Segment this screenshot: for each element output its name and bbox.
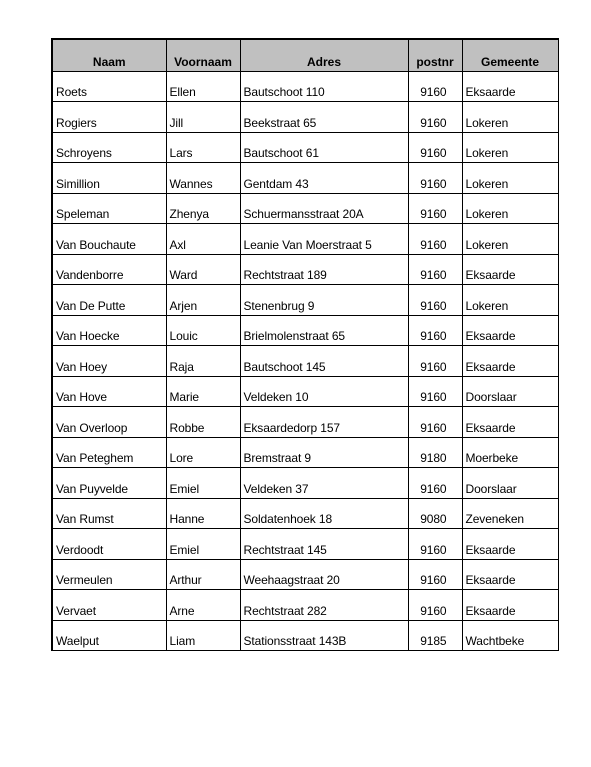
cell-naam: Waelput xyxy=(52,620,166,651)
table-row xyxy=(52,468,558,499)
cell-gemeente: Doorslaar xyxy=(462,376,558,407)
table-row xyxy=(52,193,558,224)
cell-adres: Eksaardedorp 157 xyxy=(240,407,408,438)
cell-adres: Bautschoot 145 xyxy=(240,346,408,377)
table-row xyxy=(52,529,558,560)
cell-gemeente: Lokeren xyxy=(462,193,558,224)
header-row xyxy=(52,39,558,71)
cell-voornaam: Marie xyxy=(166,376,240,407)
cell-adres: Bremstraat 9 xyxy=(240,437,408,468)
cell-naam: Van Overloop xyxy=(52,407,166,438)
cell-adres: Stenenbrug 9 xyxy=(240,285,408,316)
spreadsheet-page xyxy=(51,38,557,651)
cell-postnr: 9160 xyxy=(408,163,462,194)
table-row xyxy=(52,559,558,590)
cell-naam: Schroyens xyxy=(52,132,166,163)
cell-voornaam: Arjen xyxy=(166,285,240,316)
cell-voornaam: Louic xyxy=(166,315,240,346)
cell-voornaam: Hanne xyxy=(166,498,240,529)
table-row xyxy=(52,437,558,468)
cell-gemeente: Eksaarde xyxy=(462,529,558,560)
table-row xyxy=(52,315,558,346)
cell-adres: Rechtstraat 145 xyxy=(240,529,408,560)
cell-postnr: 9160 xyxy=(408,590,462,621)
column-header-naam: Naam xyxy=(52,39,166,71)
cell-gemeente: Lokeren xyxy=(462,132,558,163)
cell-postnr: 9180 xyxy=(408,437,462,468)
cell-adres: Stationsstraat 143B xyxy=(240,620,408,651)
table-row xyxy=(52,620,558,651)
column-header-postnr: postnr xyxy=(408,39,462,71)
cell-gemeente: Eksaarde xyxy=(462,407,558,438)
cell-voornaam: Wannes xyxy=(166,163,240,194)
cell-voornaam: Arne xyxy=(166,590,240,621)
cell-postnr: 9160 xyxy=(408,315,462,346)
cell-naam: Van Hoecke xyxy=(52,315,166,346)
table-row xyxy=(52,590,558,621)
cell-postnr: 9160 xyxy=(408,559,462,590)
cell-naam: Van Puyvelde xyxy=(52,468,166,499)
cell-naam: Verdoodt xyxy=(52,529,166,560)
cell-gemeente: Doorslaar xyxy=(462,468,558,499)
cell-adres: Soldatenhoek 18 xyxy=(240,498,408,529)
table-body xyxy=(52,71,558,651)
cell-postnr: 9160 xyxy=(408,132,462,163)
table-row xyxy=(52,71,558,102)
cell-postnr: 9160 xyxy=(408,254,462,285)
cell-naam: Speleman xyxy=(52,193,166,224)
table-row xyxy=(52,346,558,377)
cell-naam: Van De Putte xyxy=(52,285,166,316)
cell-postnr: 9160 xyxy=(408,224,462,255)
cell-voornaam: Zhenya xyxy=(166,193,240,224)
cell-adres: Bautschoot 61 xyxy=(240,132,408,163)
cell-naam: Vervaet xyxy=(52,590,166,621)
cell-voornaam: Ward xyxy=(166,254,240,285)
table-row xyxy=(52,132,558,163)
cell-voornaam: Emiel xyxy=(166,529,240,560)
cell-adres: Beekstraat 65 xyxy=(240,102,408,133)
cell-postnr: 9160 xyxy=(408,71,462,102)
table-row xyxy=(52,102,558,133)
cell-gemeente: Lokeren xyxy=(462,163,558,194)
cell-gemeente: Moerbeke xyxy=(462,437,558,468)
cell-gemeente: Eksaarde xyxy=(462,346,558,377)
cell-gemeente: Lokeren xyxy=(462,102,558,133)
column-header-gemeente: Gemeente xyxy=(462,39,558,71)
address-table xyxy=(51,38,559,651)
cell-gemeente: Eksaarde xyxy=(462,71,558,102)
table-row xyxy=(52,498,558,529)
cell-naam: Vermeulen xyxy=(52,559,166,590)
cell-adres: Bautschoot 110 xyxy=(240,71,408,102)
cell-gemeente: Wachtbeke xyxy=(462,620,558,651)
cell-postnr: 9185 xyxy=(408,620,462,651)
cell-adres: Rechtstraat 282 xyxy=(240,590,408,621)
cell-postnr: 9160 xyxy=(408,407,462,438)
cell-adres: Brielmolenstraat 65 xyxy=(240,315,408,346)
cell-naam: Roets xyxy=(52,71,166,102)
column-header-adres: Adres xyxy=(240,39,408,71)
cell-naam: Van Rumst xyxy=(52,498,166,529)
cell-adres: Leanie Van Moerstraat 5 xyxy=(240,224,408,255)
cell-voornaam: Axl xyxy=(166,224,240,255)
table-row xyxy=(52,376,558,407)
cell-postnr: 9160 xyxy=(408,529,462,560)
cell-voornaam: Robbe xyxy=(166,407,240,438)
cell-postnr: 9160 xyxy=(408,346,462,377)
cell-gemeente: Lokeren xyxy=(462,285,558,316)
cell-adres: Schuermansstraat 20A xyxy=(240,193,408,224)
cell-naam: Rogiers xyxy=(52,102,166,133)
cell-gemeente: Eksaarde xyxy=(462,559,558,590)
cell-postnr: 9160 xyxy=(408,376,462,407)
cell-voornaam: Emiel xyxy=(166,468,240,499)
cell-gemeente: Lokeren xyxy=(462,224,558,255)
cell-naam: Van Hoey xyxy=(52,346,166,377)
cell-voornaam: Jill xyxy=(166,102,240,133)
table-row xyxy=(52,285,558,316)
cell-adres: Gentdam 43 xyxy=(240,163,408,194)
table-row xyxy=(52,224,558,255)
cell-voornaam: Lars xyxy=(166,132,240,163)
cell-naam: Van Peteghem xyxy=(52,437,166,468)
cell-voornaam: Arthur xyxy=(166,559,240,590)
cell-voornaam: Liam xyxy=(166,620,240,651)
cell-adres: Veldeken 37 xyxy=(240,468,408,499)
cell-voornaam: Ellen xyxy=(166,71,240,102)
cell-naam: Simillion xyxy=(52,163,166,194)
table-row xyxy=(52,254,558,285)
cell-voornaam: Raja xyxy=(166,346,240,377)
cell-adres: Veldeken 10 xyxy=(240,376,408,407)
cell-postnr: 9160 xyxy=(408,102,462,133)
cell-naam: Van Hove xyxy=(52,376,166,407)
cell-postnr: 9080 xyxy=(408,498,462,529)
cell-adres: Rechtstraat 189 xyxy=(240,254,408,285)
column-header-voornaam: Voornaam xyxy=(166,39,240,71)
cell-adres: Weehaagstraat 20 xyxy=(240,559,408,590)
cell-voornaam: Lore xyxy=(166,437,240,468)
cell-naam: Van Bouchaute xyxy=(52,224,166,255)
cell-gemeente: Eksaarde xyxy=(462,315,558,346)
table-row xyxy=(52,163,558,194)
cell-postnr: 9160 xyxy=(408,468,462,499)
cell-gemeente: Eksaarde xyxy=(462,254,558,285)
table-row xyxy=(52,407,558,438)
cell-naam: Vandenborre xyxy=(52,254,166,285)
cell-gemeente: Eksaarde xyxy=(462,590,558,621)
cell-gemeente: Zeveneken xyxy=(462,498,558,529)
cell-postnr: 9160 xyxy=(408,193,462,224)
cell-postnr: 9160 xyxy=(408,285,462,316)
